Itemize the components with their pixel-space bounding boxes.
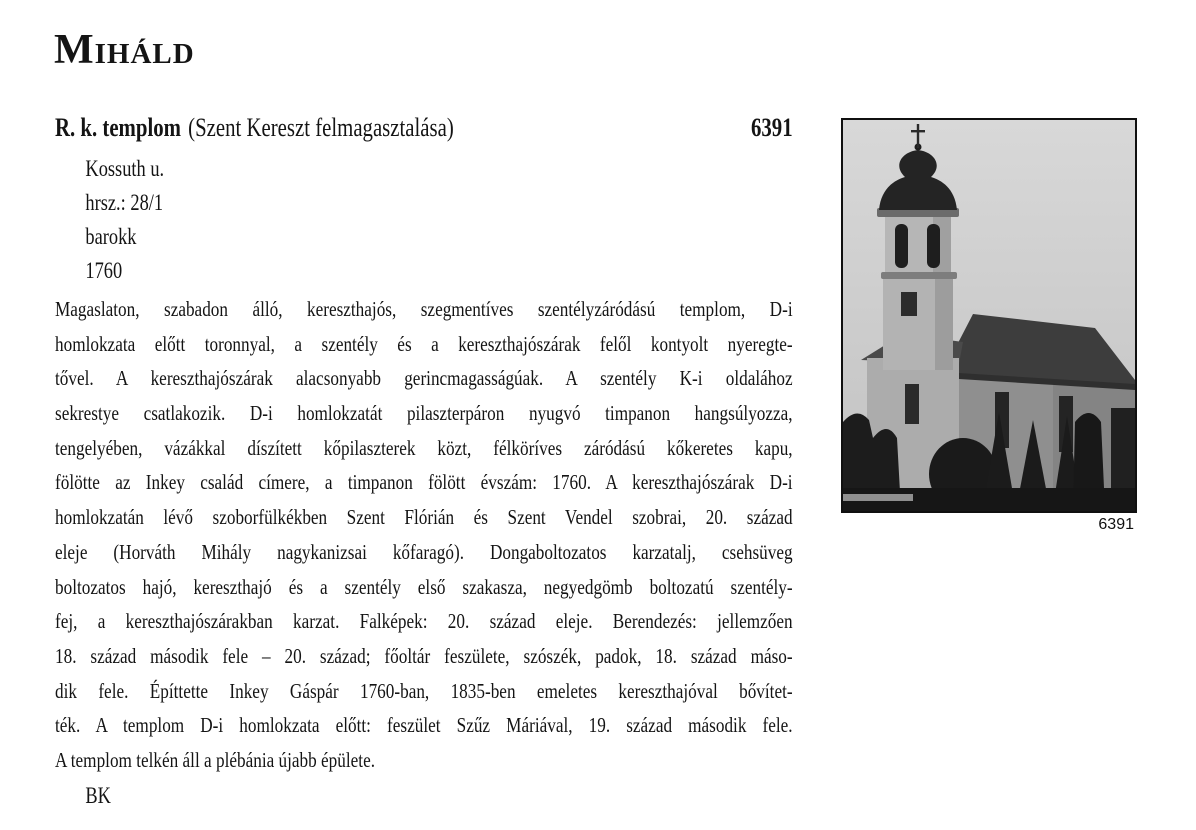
detail-line: 1760 xyxy=(85,258,123,283)
paragraph-line: 18. század második fele – 20. század; főoltár feszülete, szószék, padok, 18. század máso- xyxy=(55,643,793,668)
entry-dedication: (Szent Kereszt felmagasztalása) xyxy=(188,113,454,142)
detail-line: hrsz.: 28/1 xyxy=(85,190,164,215)
paragraph-line: homlokzata előtt toronnyal, a szentély és a kereszthajószárak felől kontyolt nyeregte- xyxy=(55,331,793,356)
paragraph-line: dik fele. Építtette Inkey Gáspár 1760-ban, 1835-ben emeletes kereszthajóval bővítet- xyxy=(55,678,793,703)
paragraph-line: Magaslaton, szabadon álló, kereszthajós, szegmentíves szentélyzáródású templom, D-i xyxy=(55,297,793,321)
paragraph-line: eleje (Horváth Mihály nagykanizsai kőfaragó). Dongaboltozatos karzatalj, csehsüveg xyxy=(55,539,793,564)
paragraph-line: tengelyében, vázákkal díszített kőpilaszterek közt, félköríves záródású kőkeretes kapu, xyxy=(55,435,793,460)
entry-details xyxy=(85,152,792,288)
detail-line: barokk xyxy=(85,224,137,249)
paragraph-line: tővel. A kereszthajószárak alacsonyabb gerincmagasságúak. A szentély K-i oldalához xyxy=(55,366,793,391)
entry-paragraph xyxy=(55,292,793,778)
entry-column xyxy=(55,112,793,812)
church-photo-drawing xyxy=(843,120,1135,511)
entry-title-group xyxy=(55,112,454,144)
paragraph-line: boltozatos hajó, kereszthajó és a szentély első szakasza, negyedgömb boltozatú szentély- xyxy=(55,574,793,599)
paragraph-line: fej, a kereszthajószárakban karzat. Falképek: 20. század eleje. Berendezés: jellemzően xyxy=(55,609,793,634)
paragraph-line: A templom telkén áll a plébánia újabb épülete. xyxy=(55,747,376,772)
paragraph-line: fölötte az Inkey család címere, a timpanon fölött évszám: 1760. A kereszthajószárak D-i xyxy=(55,470,793,495)
paragraph-line: homlokzatán lévő szoborfülkékben Szent Flórián és Szent Vendel szobrai, 20. század xyxy=(55,505,793,530)
paragraph-line: sekrestye csatlakozik. D-i homlokzatát pilaszterpáron nyugvó timpanon hangsúlyozza, xyxy=(55,401,793,426)
church-photo xyxy=(841,118,1137,513)
author-initials: BK xyxy=(85,782,111,808)
detail-line: Kossuth u. xyxy=(85,156,165,181)
paragraph-line: ték. A templom D-i homlokzata előtt: feszület Szűz Máriával, 19. század második fele. xyxy=(55,713,793,738)
entry-header xyxy=(55,112,793,144)
entry-number: 6391 xyxy=(751,113,793,142)
page-title: Miháld xyxy=(54,27,195,73)
entry-name: R. k. templom xyxy=(55,113,181,142)
figure xyxy=(841,118,1137,534)
photo-caption: 6391 xyxy=(1098,516,1134,533)
